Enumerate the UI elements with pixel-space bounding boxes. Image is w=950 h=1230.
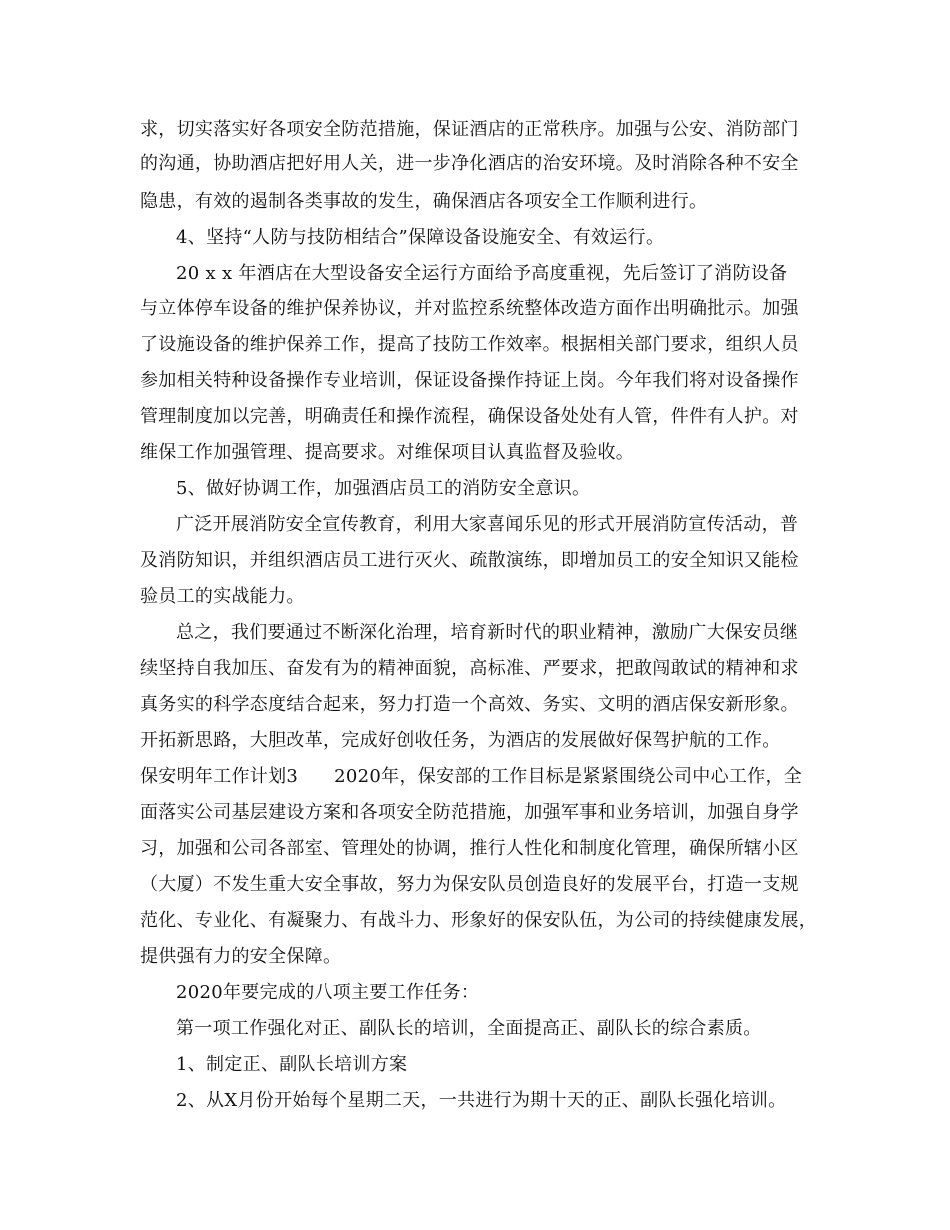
paragraph-line: 与立体停车设备的维护保养协议，并对监控系统整体改造方面作出明确批示。加强 bbox=[140, 298, 799, 319]
section-heading: 5、做好协调工作，加强酒店员工的消防安全意识。 bbox=[176, 478, 591, 499]
section-heading: 第一项工作强化对正、副队长的培训，全面提高正、副队长的综合素质。 bbox=[176, 1018, 762, 1039]
section-heading: 2020年要完成的八项主要工作任务： bbox=[176, 982, 480, 1003]
paragraph-line: 求，切实落实好各项安全防范措施，保证酒店的正常秩序。加强与公安、消防部门 bbox=[140, 119, 799, 140]
paragraph-line: 提供强有力的安全保障。 bbox=[140, 946, 342, 967]
paragraph-line: 面落实公司基层建设方案和各项安全防范措施，加强军事和业务培训，加强自身学 bbox=[140, 802, 799, 823]
paragraph-line: 范化、专业化、有凝聚力、有战斗力、形象好的保安队伍，为公司的持续健康发展， bbox=[140, 910, 818, 931]
section-heading: 4、坚持“人防与技防相结合”保障设备设施安全、有效运行。 bbox=[176, 227, 665, 248]
paragraph-line: 的沟通，协助酒店把好用人关，进一步净化酒店的治安环境。及时消除各种不安全 bbox=[140, 153, 799, 174]
paragraph-line: 广泛开展消防安全宣传教育，利用大家喜闻乐见的形式开展消防宣传活动，普 bbox=[176, 514, 799, 535]
plan-title-line bbox=[140, 765, 802, 789]
paragraph-line: 维保工作加强管理、提高要求。对维保项目认真监督及验收。 bbox=[140, 442, 635, 463]
paragraph-line: 开拓新思路，大胆改革，完成好创收任务，为酒店的发展做好保驾护航的工作。 bbox=[140, 730, 781, 751]
paragraph-line: 习，加强和公司各部室、管理处的协调，推行人性化和制度化管理，确保所辖小区 bbox=[140, 838, 799, 859]
paragraph-line: 验员工的实战能力。 bbox=[140, 586, 305, 607]
paragraph-line: 及消防知识，并组织酒店员工进行灭火、疏散演练，即增加员工的安全知识又能检 bbox=[140, 550, 799, 571]
list-item: 2、从X月份开始每个星期二天，一共进行为期十天的正、副队长强化培训。 bbox=[176, 1090, 787, 1111]
paragraph-line: 20 x x 年酒店在大型设备安全运行方面给予高度重视，先后签订了消防设备 bbox=[176, 263, 788, 284]
paragraph-line: 真务实的科学态度结合起来，努力打造一个高效、务实、文明的酒店保安新形象。 bbox=[140, 694, 799, 715]
paragraph-line: 了设施设备的维护保养工作，提高了技防工作效率。根据相关部门要求，组织人员 bbox=[140, 334, 799, 355]
paragraph-line: 隐患，有效的遏制各类事故的发生，确保酒店各项安全工作顺利进行。 bbox=[140, 191, 708, 212]
paragraph-line: 续坚持自我加压、奋发有为的精神面貌，高标准、严要求，把敢闯敢试的精神和求 bbox=[140, 658, 799, 679]
list-item: 1、制定正、副队长培训方案 bbox=[176, 1054, 408, 1075]
plan-title: 保安明年工作计划3 bbox=[140, 766, 299, 787]
paragraph-line: 总之，我们要通过不断深化治理，培育新时代的职业精神，激励广大保安员继 bbox=[176, 622, 799, 643]
paragraph-line: （大厦）不发生重大安全事故，努力为保安队员创造良好的发展平台，打造一支规 bbox=[140, 874, 799, 895]
paragraph-line: 2020年，保安部的工作目标是紧紧围绕公司中心工作，全 bbox=[334, 766, 803, 787]
paragraph-line: 管理制度加以完善，明确责任和操作流程，确保设备处处有人管，件件有人护。对 bbox=[140, 406, 799, 427]
paragraph-line: 参加相关特种设备操作专业培训，保证设备操作持证上岗。今年我们将对设备操作 bbox=[140, 370, 799, 391]
